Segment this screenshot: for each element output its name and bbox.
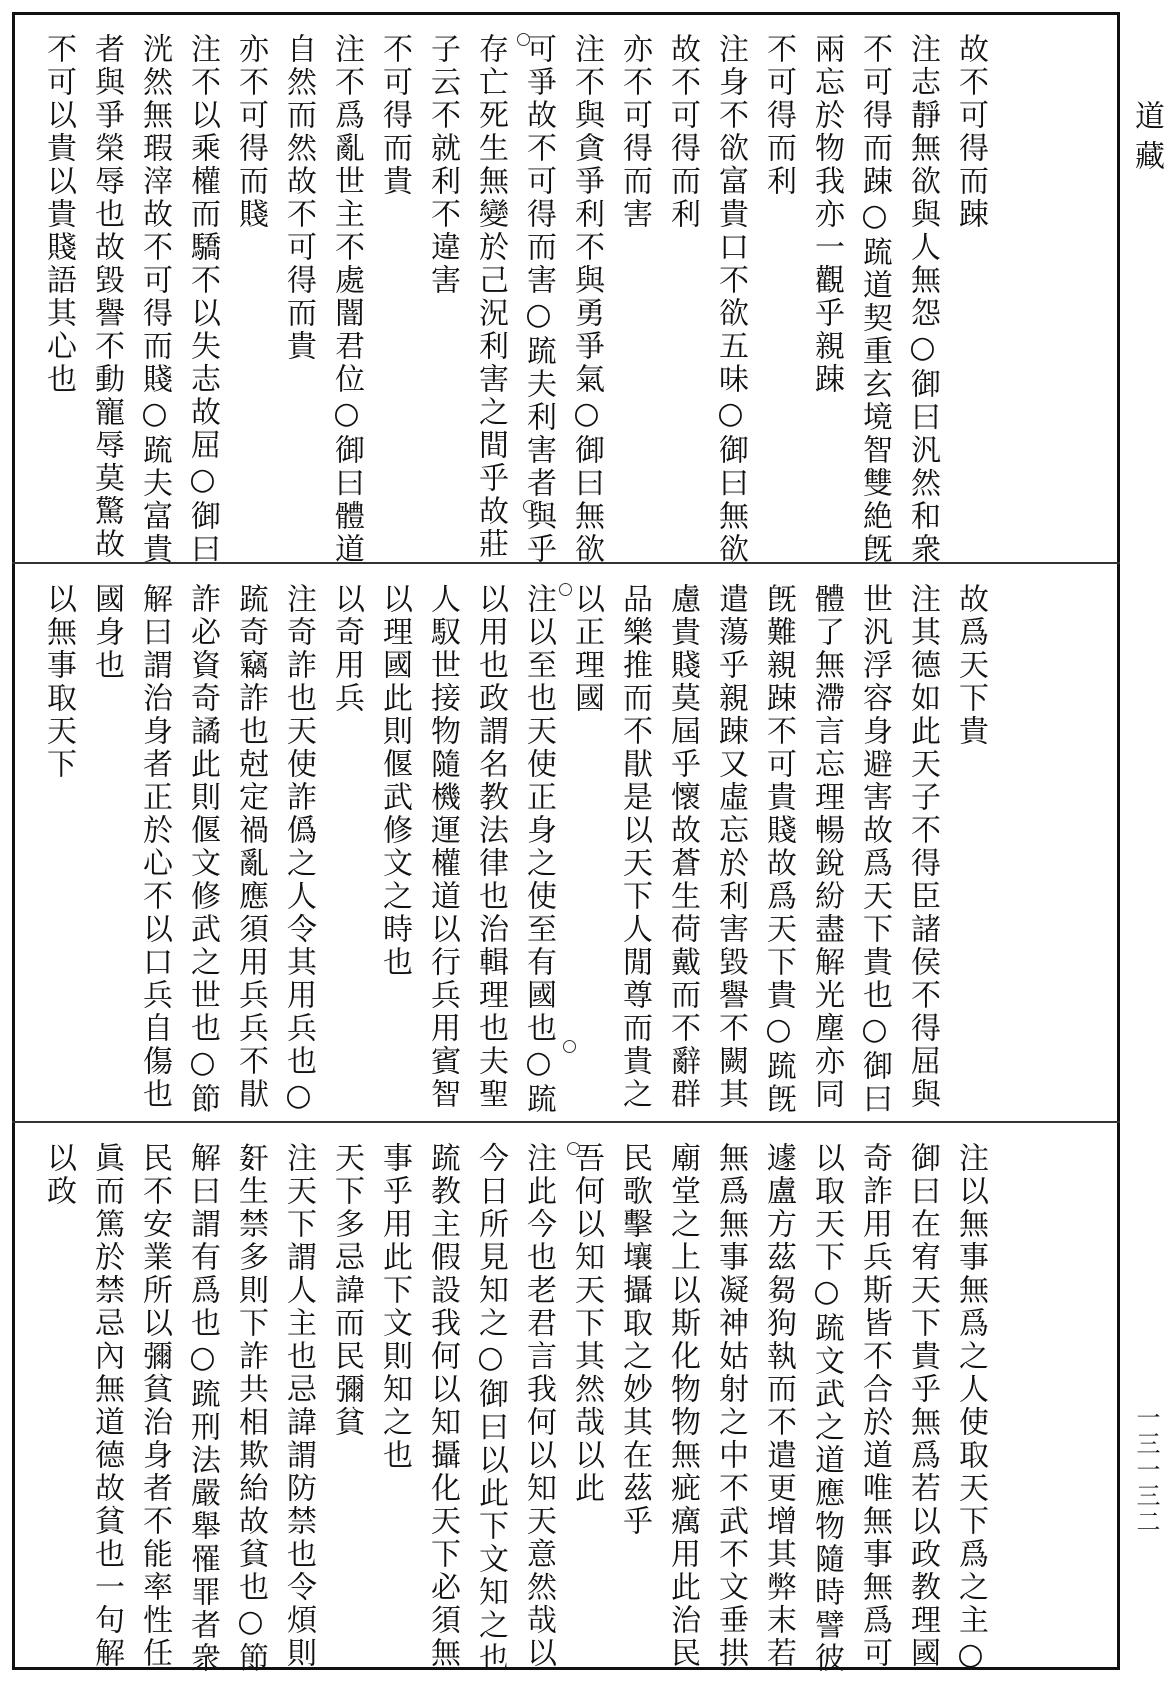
text-column: 不可得而踈○䟽道契重玄境智雙絶旣 bbox=[857, 33, 892, 566]
circle-mark bbox=[523, 500, 536, 513]
text-column: 姧生禁多則下詐共相欺紿故貧也○節 bbox=[233, 1142, 268, 1675]
text-column: 民歌擊壤攝取之妙其在茲乎 bbox=[617, 1142, 652, 1538]
text-panel-bottom bbox=[15, 1124, 1120, 1675]
text-column: 注天下謂人主也忌諱謂防禁也令煩則 bbox=[281, 1142, 316, 1670]
text-column: 民不安業所以彌貧治身者不能率性任 bbox=[137, 1142, 172, 1670]
circle-mark bbox=[517, 33, 530, 46]
text-column: 天下多忌諱而民彌貧 bbox=[329, 1142, 364, 1439]
text-column: 解曰謂有爲也○䟽刑法嚴舉罹罪者衆 bbox=[185, 1142, 220, 1675]
text-column: 奇詐用兵斯皆不合於道唯無事無爲可 bbox=[857, 1142, 892, 1670]
text-column: 廟堂之上以斯化物物無疵癘用此治民 bbox=[665, 1142, 700, 1670]
text-column: 吾何以知天下其然哉以此 bbox=[569, 1142, 604, 1505]
text-column: 亦不可得而害 bbox=[617, 33, 652, 231]
text-panel-middle bbox=[15, 565, 1120, 1121]
text-column: 以取天下○䟽文武之道應物隨時譬彼 bbox=[809, 1142, 844, 1675]
text-column: 詐必資奇譎此則偃文修武之世也○節 bbox=[185, 583, 220, 1116]
text-column: 今日所見知之○御曰以此下文知之也 bbox=[473, 1142, 508, 1675]
text-column: 注以至也天使正身之使至有國也○䟽 bbox=[521, 583, 556, 1116]
margin-collection-title: 道藏 bbox=[1129, 100, 1164, 180]
text-column: 存亡死生無變於己況利害之間乎故莊 bbox=[473, 33, 508, 561]
circle-mark bbox=[567, 1142, 580, 1155]
circle-mark bbox=[559, 583, 572, 596]
text-column: 世汎浮容身避害故爲天下貴也○御曰 bbox=[857, 583, 892, 1116]
text-column: 可爭故不可得而害○䟽夫利害者與乎 bbox=[521, 33, 556, 566]
circle-mark bbox=[563, 1040, 576, 1053]
text-column: 注不爲亂世主不處闇君位○御曰體道 bbox=[329, 33, 364, 566]
text-column: 亦不可得而賤 bbox=[233, 33, 268, 231]
text-column: 不可以貴以貴賤語其心也 bbox=[41, 33, 76, 396]
text-column: 子云不就利不違害 bbox=[425, 33, 460, 297]
text-column: 以理國此則偃武修文之時也 bbox=[377, 583, 412, 979]
panel-divider-2 bbox=[12, 1121, 1120, 1123]
text-column: 自然而然故不可得而貴 bbox=[281, 33, 316, 363]
text-column: 以奇用兵 bbox=[329, 583, 364, 715]
text-column: 䟽奇竊詐也尅定禍亂應須用兵兵不猒 bbox=[233, 583, 268, 1111]
text-column: 䟽教主假設我何以知攝化天下必須無 bbox=[425, 1142, 460, 1670]
text-column: 御曰在宥天下貴乎無爲若以政教理國 bbox=[905, 1142, 940, 1670]
text-column: 旣難親踈不可貴賤故爲天下貴○䟽旣 bbox=[761, 583, 796, 1116]
text-column: 故爲天下貴 bbox=[953, 583, 988, 748]
text-column: 注不與貪爭利不與勇爭氣○御曰無欲 bbox=[569, 33, 604, 566]
text-column: 注不以乘權而驕不以失志故屈○御曰 bbox=[185, 33, 220, 566]
text-column: 遽盧方茲芻狗執而不遣更增其弊末若 bbox=[761, 1142, 796, 1670]
text-column: 以用也政謂名教法律也治輯理也夫聖 bbox=[473, 583, 508, 1111]
text-column: 無爲無事凝神姑射之中不武不文垂拱 bbox=[713, 1142, 748, 1670]
text-column: 洸然無瑕滓故不可得而賤○䟽夫富貴 bbox=[137, 33, 172, 566]
text-column: 國身也 bbox=[89, 583, 124, 682]
text-column: 注以無事無爲之人使取天下爲之主○ bbox=[953, 1142, 988, 1675]
text-column: 注其德如此天子不得臣諸侯不得屈與 bbox=[905, 583, 940, 1111]
text-column: 注此今也老君言我何以知天意然哉以 bbox=[521, 1142, 556, 1670]
text-panel-top bbox=[15, 15, 1120, 566]
text-column: 以無事取天下 bbox=[41, 583, 76, 781]
text-column: 以正理國 bbox=[569, 583, 604, 715]
text-column: 人馭世接物隨機運權道以行兵用賓智 bbox=[425, 583, 460, 1111]
text-column: 者與爭榮辱也故毀譽不動寵辱莫驚故 bbox=[89, 33, 124, 561]
text-column: 遣蕩乎親踈又虛忘於利害毀譽不闕其 bbox=[713, 583, 748, 1111]
text-column: 解曰謂治身者正於心不以口兵自傷也 bbox=[137, 583, 172, 1111]
text-column: 體了無滯言忘理暢銳紛盡解光塵亦同 bbox=[809, 583, 844, 1111]
text-column: 注奇詐也天使詐僞之人令其用兵也○ bbox=[281, 583, 316, 1116]
margin-page-number: 一三一三二 bbox=[1132, 1405, 1160, 1535]
text-column: 慮貴賤莫屆乎懷故蒼生荷戴而不辭群 bbox=[665, 583, 700, 1111]
text-column: 事乎用此下文則知之也 bbox=[377, 1142, 412, 1472]
text-column: 不可得而貴 bbox=[377, 33, 412, 198]
text-column: 品樂推而不猒是以天下人閒尊而貴之 bbox=[617, 583, 652, 1111]
text-column: 注身不欲富貴口不欲五味○御曰無欲 bbox=[713, 33, 748, 566]
text-column: 以政 bbox=[41, 1142, 76, 1208]
text-column: 故不可得而利 bbox=[665, 33, 700, 231]
text-column: 注志靜無欲與人無怨○御曰汎然和衆 bbox=[905, 33, 940, 566]
text-column: 不可得而利 bbox=[761, 33, 796, 198]
text-column: 眞而篤於禁忌內無道德故貧也一句解 bbox=[89, 1142, 124, 1670]
text-column: 故不可得而踈 bbox=[953, 33, 988, 231]
text-column: 兩忘於物我亦一觀乎親踈 bbox=[809, 33, 844, 396]
